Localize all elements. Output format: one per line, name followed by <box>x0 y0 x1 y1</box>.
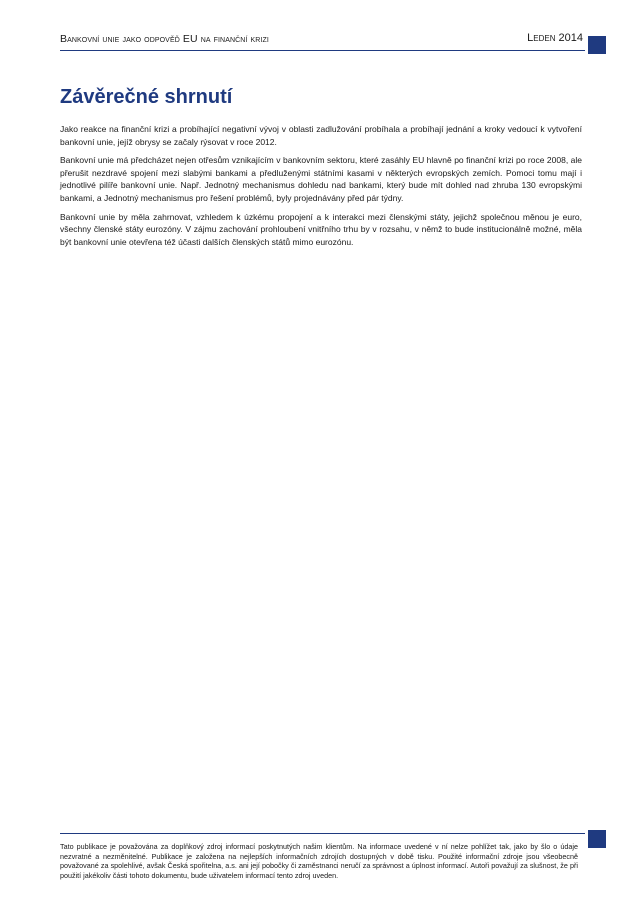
page-header <box>60 30 585 51</box>
document-title: Bankovní unie jako odpověď EU na finanční krizi <box>60 33 269 45</box>
section-title: Závěrečné shrnutí <box>60 86 233 108</box>
footer-disclaimer: Tato publikace je považována za doplňkový zdroj informací poskytnutých našim klientům. Na informace uvedené v ní nelze pohlížet tak, jako by šlo o údaje nezvratné a nezměnitelné. Publikace je založena na nejlepších informačních zdrojích dostupných v době tisku. Použité informační zdroje jsou všeobecně považované za spolehlivé, avšak Česká spořitelna, a.s. ani její pobočky či zaměstnanci neručí za správnost a úplnost informací. Autoři považují za slušnost, že při použití jakékoliv části tohoto dokumentu, bude uživatelem informací tento zdroj uveden. <box>60 842 578 880</box>
paragraph: Bankovní unie by měla zahrnovat, vzhledem k úzkému propojení a k interakci mezi členskými státy, jejichž společnou měnou je euro, všechny členské státy eurozóny. V zájmu zachování prohloubení vnitřního trhu by v rozsahu, v němž to bude institucionálně možné, měla být bankovní unie otevřena též účasti dalších členských států mimo eurozónu. <box>60 211 582 247</box>
footer-divider <box>60 833 585 834</box>
header-accent-square <box>588 36 606 54</box>
section-body <box>60 123 582 254</box>
paragraph: Bankovní unie má předcházet nejen otřesům vznikajícím v bankovním sektoru, které zasáhly EU hlavně po finanční krizi po roce 2008, ale přerušit nezdravé spojení mezi slabými bankami a předluženými státními kasami v některých evropských zemích. Pomoci tomu mají i jednotlivé pilíře bankovní unie. Např. Jednotný mechanismus dohledu nad bankami, který bude mít dohled nad zhruba 130 evropskými bankami, a Jednotný mechanismus pro řešení problémů, byly projednávány před pár týdny. <box>60 155 582 203</box>
document-date: Leden 2014 <box>527 32 583 44</box>
footer-accent-square <box>588 830 606 848</box>
paragraph: Jako reakce na finanční krizi a probíhající negativní vývoj v oblasti zadlužování probíhala a probíhají jednání a kroky vedoucí k vytvoření bankovní unie, jejíž obrysy se začaly rýsovat v roce 2012. <box>60 124 582 147</box>
